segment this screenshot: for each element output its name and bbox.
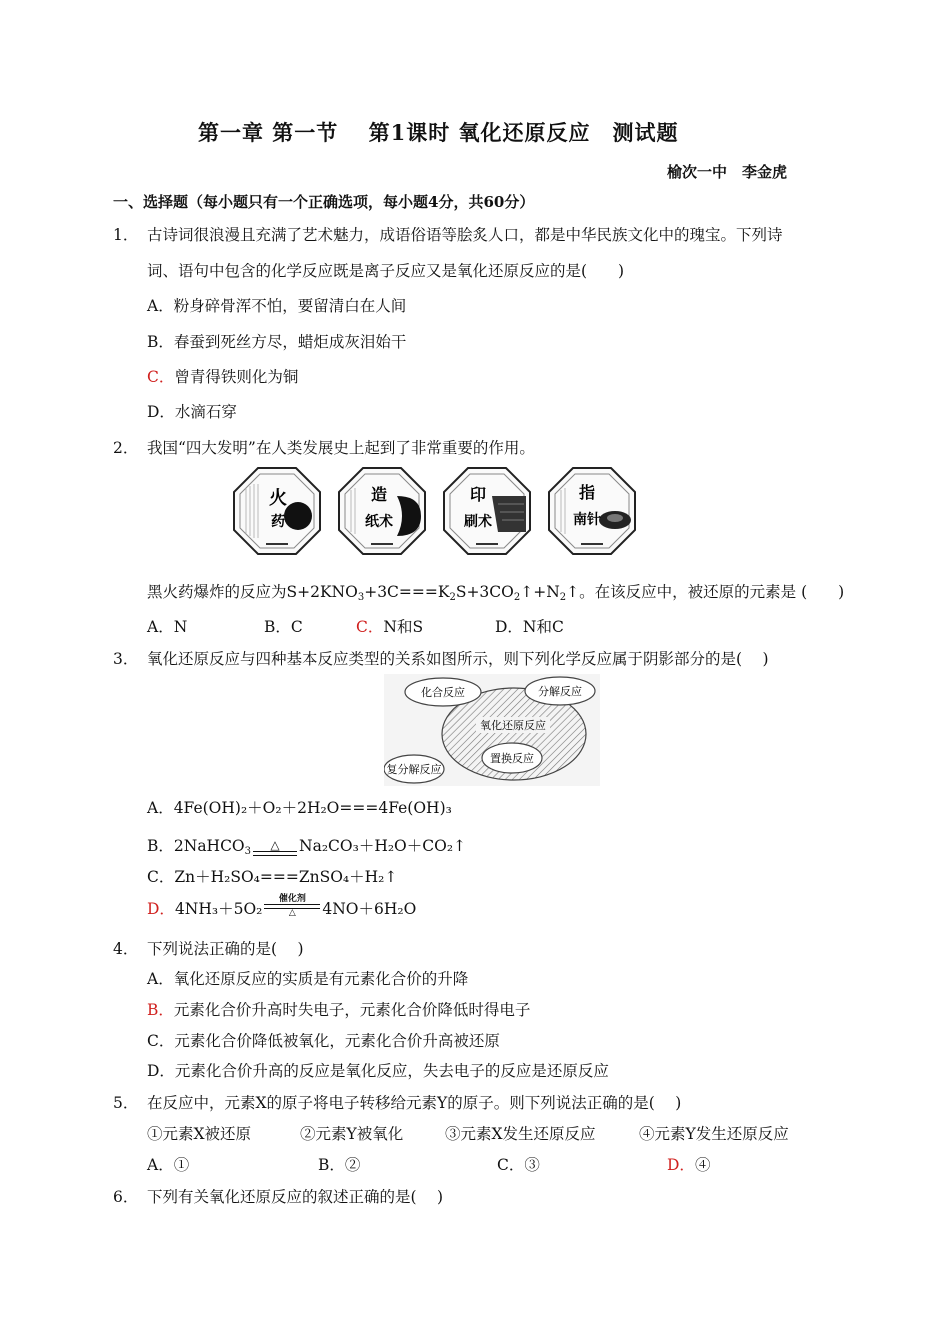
q1-option-a: A．粉身碎骨浑不怕，要留清白在人间 (147, 297, 407, 315)
gunpowder-emblem (232, 466, 322, 556)
reaction-condition (264, 895, 320, 918)
q3-option-b: B．2NaHCO$_3$ △ Na₂CO₃＋H₂O＋CO₂↑ (147, 837, 467, 857)
equation-part: 黑火药爆炸的反应为S+2KNO (147, 583, 358, 601)
q5-statement-2: ②元素Y被氧化 (300, 1125, 404, 1143)
q2-option-b: B．C (264, 618, 303, 636)
q4-option-c: C．元素化合价降低被氧化，元素化合价升高被还原 (147, 1032, 500, 1050)
q2-option-d: D．N和C (495, 618, 564, 636)
question-number: 4． (113, 940, 139, 958)
invention-label: 纸术 (365, 514, 394, 530)
double-decomposition-label: 复分解反应 (386, 763, 442, 776)
answer-label: B． (147, 1001, 174, 1019)
question-number: 6． (113, 1188, 139, 1206)
page-title: 第一章 第一节 第1课时 氧化还原反应 测试题 (198, 120, 679, 145)
q5-option-c: C．③ (497, 1156, 540, 1174)
equation-part: ↑。在该反应中，被还原的元素是 ( ) (566, 583, 845, 601)
question-2-equation (147, 580, 844, 603)
option-text: ④ (694, 1156, 711, 1174)
subscript: 2 (513, 592, 521, 603)
printing-emblem (442, 466, 532, 556)
q3-option-a: A．4Fe(OH)₂＋O₂＋2H₂O===4Fe(OH)₃ (147, 799, 452, 817)
combination-label: 化合反应 (421, 686, 465, 699)
invention-label: 刷术 (464, 514, 493, 530)
q1-option-d: D．水滴石穿 (147, 403, 237, 421)
question-6-stem (113, 1185, 443, 1207)
equation-part: 4NO＋6H₂O (322, 900, 417, 918)
invention-label: 药 (271, 514, 285, 530)
question-number: 1． (113, 226, 139, 244)
q4-option-b (147, 998, 530, 1020)
equation-part: +3C===K (364, 583, 450, 601)
heat-symbol: △ (270, 837, 280, 852)
heat-symbol: △ (288, 907, 296, 918)
q2-option-c (356, 615, 423, 637)
question-3-stem (113, 647, 769, 669)
redox-label: 氧化还原反应 (480, 719, 546, 732)
compass-emblem (547, 466, 637, 556)
catalyst-label: 催化剂 (278, 893, 306, 904)
invention-label: 南针 (573, 512, 602, 528)
answer-label: D． (147, 900, 175, 918)
question-4-stem (113, 937, 304, 959)
option-text: 曾青得铁则化为铜 (174, 368, 299, 386)
q5-option-a: A．① (147, 1156, 190, 1174)
section-heading: 一、选择题（每小题只有一个正确选项，每小题4分，共60分） (113, 193, 535, 211)
invention-label: 火 (269, 488, 287, 509)
question-number: 3． (113, 650, 139, 668)
q5-option-b: B．② (318, 1156, 361, 1174)
q5-statement-1: ①元素X被还原 (147, 1125, 252, 1143)
equation-part: Na₂CO₃＋H₂O＋CO₂↑ (299, 837, 467, 855)
option-text: N和S (383, 618, 424, 636)
subscript: 3 (357, 592, 365, 603)
invention-label: 造 (371, 485, 388, 504)
subscript: 2 (449, 592, 456, 603)
reaction-types-diagram (384, 674, 600, 790)
invention-label: 印 (470, 485, 487, 504)
q3-option-d (147, 893, 417, 919)
equation-part: S+3CO (455, 583, 514, 601)
question-text: 下列说法正确的是( ) (147, 940, 304, 958)
four-inventions-images (232, 466, 637, 560)
option-text: 元素化合价升高时失电子，元素化合价降低时得电子 (173, 1001, 531, 1019)
subscript: 2 (559, 592, 567, 603)
question-number: 5． (113, 1094, 139, 1112)
equation-part: 4NH₃＋5O₂ (174, 900, 263, 918)
q5-statement-3: ③元素X发生还原反应 (445, 1125, 596, 1143)
equation-part: B．2NaHCO (147, 837, 245, 855)
reaction-condition (253, 839, 297, 856)
venn-diagram (384, 674, 600, 786)
author: 榆次一中 李金虎 (667, 163, 788, 181)
q1-option-b: B．春蚕到死丝方尽，蜡炬成灰泪始干 (147, 333, 407, 351)
equation-part: ↑+N (520, 583, 560, 601)
question-1-stem-line1 (113, 223, 783, 245)
question-text: 在反应中，元素X的原子将电子转移给元素Y的原子。则下列说法正确的是( ) (147, 1094, 682, 1112)
q5-option-d (667, 1153, 710, 1175)
answer-label: C． (147, 368, 175, 386)
answer-label: C． (356, 618, 384, 636)
answer-label: D． (667, 1156, 695, 1174)
question-1-stem-line2: 词、语句中包含的化学反应既是离子反应又是氧化还原反应的是( ) (147, 262, 625, 280)
q5-statement-4: ④元素Y发生还原反应 (639, 1125, 789, 1143)
papermaking-emblem (337, 466, 427, 556)
question-text: 古诗词很浪漫且充满了艺术魅力，成语俗语等脍炙人口，都是中华民族文化中的瑰宝。下列诗 (147, 226, 783, 244)
question-5-stem (113, 1091, 681, 1113)
substitution-label: 置换反应 (490, 752, 534, 765)
q4-option-a: A．氧化还原反应的实质是有元素化合价的升降 (147, 970, 469, 988)
question-text: 我国“四大发明”在人类发展史上起到了非常重要的作用。 (147, 439, 535, 457)
decomposition-label: 分解反应 (538, 685, 582, 698)
q1-option-c (147, 365, 298, 387)
q4-option-d: D．元素化合价升高的反应是氧化反应，失去电子的反应是还原反应 (147, 1062, 609, 1080)
q2-option-a: A．N (147, 618, 188, 636)
question-number: 2． (113, 439, 139, 457)
q3-option-c: C．Zn＋H₂SO₄===ZnSO₄＋H₂↑ (147, 868, 398, 886)
question-text: 下列有关氧化还原反应的叙述正确的是( ) (147, 1188, 444, 1206)
question-text: 氧化还原反应与四种基本反应类型的关系如图所示，则下列化学反应属于阴影部分的是( ) (147, 650, 769, 668)
question-2-stem (113, 436, 535, 458)
invention-label: 指 (579, 483, 596, 502)
